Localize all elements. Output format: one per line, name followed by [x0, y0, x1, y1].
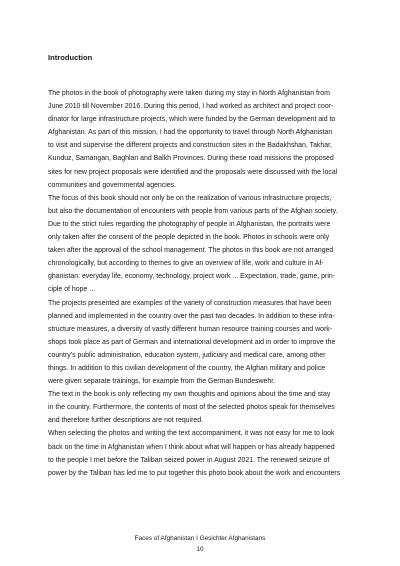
text-line: dinator for large infrastructure projects, which were funded by the German development aid to [48, 116, 336, 124]
text-line: communities and governmental agencies. [48, 181, 177, 189]
text-line: only taken after the consent of the people depicted in the book. Photos in schools were only [48, 234, 330, 242]
section-heading: Introduction [48, 53, 93, 62]
text-line: in the country. Furthermore, the contents of most of the selected photos speak for themselves [48, 404, 335, 412]
paragraph [48, 87, 368, 192]
text-line: taken after the approval of the school management. The photos in this book are not arranged [48, 247, 334, 255]
text-line: When selecting the photos and writing the text accompaniment, it was not easy for me to look [48, 430, 335, 438]
text-line: sites for new project proposals were identified and the proposals were discussed with the local [48, 168, 338, 176]
footer-title: Faces of Afghanistan I Gesichter Afghanistans [134, 535, 266, 542]
text-line: but also the documentation of encounters with people from various parts of the Afghan society. [48, 207, 338, 215]
text-line: back on the time in Afghanistan when I think about what will happen or has already happened [48, 443, 335, 451]
text-line: structure measures, a diversity of vastly different human resource training courses and work- [48, 325, 333, 333]
text-line: The focus of this book should not only be on the realization of various infrastructure projects, [48, 194, 332, 202]
text-line: to visit and supervise the different projects and construction sites in the Badakhshan, Takhar, [48, 142, 332, 150]
text-line: chronologically, but according to themes to give an overview of life, work and culture in Af- [48, 260, 324, 268]
text-line: The text in the book is only reflecting my own thoughts and opinions about the time and stay [48, 391, 331, 399]
text-line: The photos in the book of photography were taken during my stay in North Afghanistan from [48, 90, 330, 97]
text-line: were given separate trainings, for example from the German Bundeswehr. [48, 378, 276, 386]
page-number: 10 [196, 546, 204, 553]
paragraph [48, 427, 368, 479]
text-line: and therefore further descriptions are not required. [48, 417, 204, 425]
body-text [48, 87, 368, 480]
text-line: to the people I met before the Taliban seized power in August 2021. The renewed seizure of [48, 456, 330, 464]
text-line: Kunduz, Samangan, Baghlan and Balkh Provinces. During these road missions the proposed [48, 155, 334, 163]
text-line: ciple of hope ... [48, 286, 96, 294]
text-line: things. In addition to this civilian development of the country, the Afghan military and police [48, 364, 326, 372]
text-line: planned and implemented in the country over the past two decades. In addition to these infra- [48, 312, 335, 320]
paragraph [48, 388, 368, 427]
paragraph [48, 192, 368, 297]
paragraph [48, 297, 368, 389]
text-line: Due to the strict rules regarding the photography of people in Afghanistan, the portraits were [48, 220, 331, 228]
text-line: ghanistan: everyday life, economy, technology, project work ... Expectation, trade, game, prin- [48, 273, 336, 281]
text-line: The projects presented are examples of the variety of construction measures that have been [48, 299, 332, 307]
text-line: power by the Taliban has led me to put together this photo book about the work and encounters [48, 469, 341, 477]
text-line: shops took place as part of German and international development aid in order to improve the [48, 338, 336, 346]
text-line: June 2010 till November 2016. During this period, I had worked as architect and project coor- [48, 103, 334, 111]
text-line: country's public administration, education system, judiciary and medical care, among other [48, 351, 326, 359]
text-line: Afghanistan. As part of this mission, I had the opportunity to travel through North Afghanistan [48, 129, 333, 137]
